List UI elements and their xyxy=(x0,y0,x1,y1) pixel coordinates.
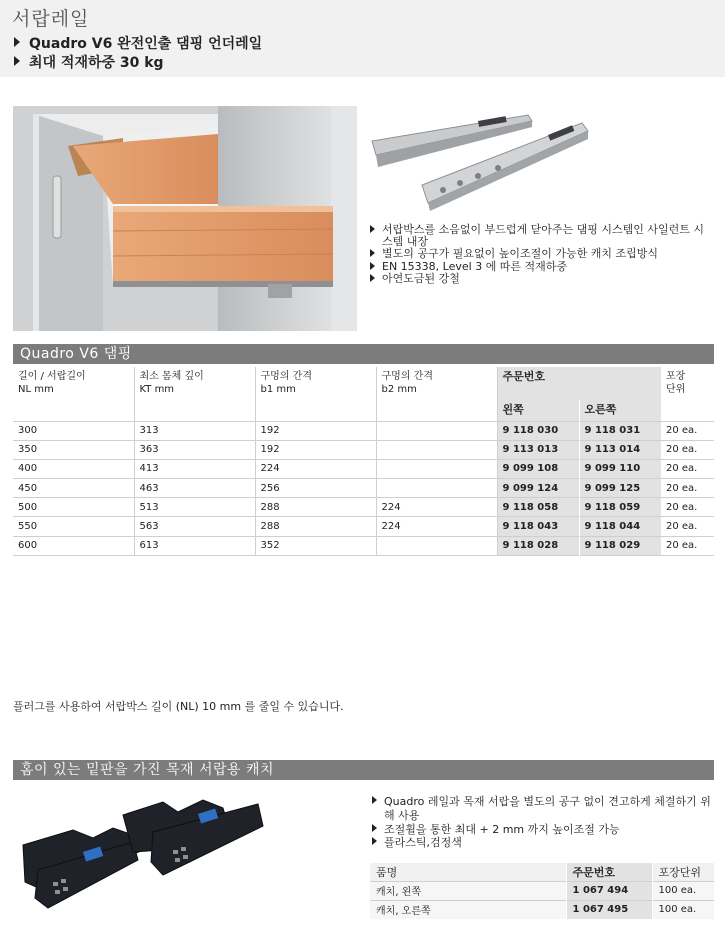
cell-kt: 363 xyxy=(134,440,255,459)
cell-kt: 613 xyxy=(134,536,255,555)
catch-product-image xyxy=(13,790,273,915)
cell-b1: 288 xyxy=(255,517,376,536)
bullet-arrow-icon xyxy=(370,249,375,257)
cell-b1: 288 xyxy=(255,498,376,517)
cell-kt: 463 xyxy=(134,479,255,498)
cell-order-left: 9 118 028 xyxy=(497,536,579,555)
table-row xyxy=(13,440,714,459)
cell-kt: 413 xyxy=(134,459,255,478)
cell-nl: 400 xyxy=(13,459,134,478)
bullet-arrow-icon xyxy=(372,796,377,804)
cell-order-right: 9 118 031 xyxy=(579,421,661,440)
cell-order-right: 9 099 110 xyxy=(579,459,661,478)
feature-item: 아연도금된 강철 xyxy=(368,273,713,285)
cell-name: 캐치, 왼쪽 xyxy=(370,882,566,901)
cell-b2 xyxy=(376,440,497,459)
cell-b1: 256 xyxy=(255,479,376,498)
cell-order-right: 9 118 029 xyxy=(579,536,661,555)
table-row xyxy=(13,421,714,440)
cell-order-left: 9 118 030 xyxy=(497,421,579,440)
cell-order-right: 9 118 059 xyxy=(579,498,661,517)
cell-nl: 300 xyxy=(13,421,134,440)
cell-order-left: 9 118 058 xyxy=(497,498,579,517)
column-header-right: 오른쪽 xyxy=(579,400,661,421)
table-row xyxy=(13,517,714,536)
section-title-catch: 홈이 있는 밑판을 가진 목재 서랍용 캐치 xyxy=(13,760,714,780)
cell-b2 xyxy=(376,421,497,440)
subtitle-product: Quadro V6 완전인출 댐핑 언더레일 xyxy=(14,33,262,53)
bullet-arrow-icon xyxy=(372,837,377,845)
cell-unit: 100 ea. xyxy=(652,900,714,919)
column-header-name: 품명 xyxy=(370,863,566,882)
cell-b2: 224 xyxy=(376,498,497,517)
cell-b2: 224 xyxy=(376,517,497,536)
page-header xyxy=(0,0,725,77)
feature-item: 조절휠을 통한 최대 + 2 mm 까지 높이조절 가능 xyxy=(370,823,715,837)
cell-unit: 20 ea. xyxy=(666,444,698,456)
rail-product-image xyxy=(368,107,590,211)
bullet-arrow-icon xyxy=(370,274,375,282)
cell-order: 1 067 494 xyxy=(566,882,652,901)
cell-nl: 450 xyxy=(13,479,134,498)
cell-unit: 20 ea. xyxy=(666,521,698,533)
cell-kt: 313 xyxy=(134,421,255,440)
cell-unit: 20 ea. xyxy=(666,540,698,552)
bullet-arrow-icon xyxy=(14,56,20,66)
bullet-arrow-icon xyxy=(14,37,20,47)
column-header-order: 주문번호 xyxy=(497,367,661,400)
cell-order-left: 9 113 013 xyxy=(497,440,579,459)
cell-unit: 20 ea. xyxy=(666,425,698,437)
bullet-arrow-icon xyxy=(372,824,377,832)
catch-feature-list xyxy=(370,795,715,850)
cell-name: 캐치, 오른쪽 xyxy=(370,900,566,919)
column-header-b2: 구멍의 간격 b2 mm xyxy=(376,367,497,421)
column-header-order: 주문번호 xyxy=(566,863,652,882)
cell-order-left: 9 099 108 xyxy=(497,459,579,478)
cell-nl: 550 xyxy=(13,517,134,536)
table-row xyxy=(13,479,714,498)
feature-item: EN 15338, Level 3 에 따른 적재하중 xyxy=(368,261,713,273)
cell-unit: 20 ea. xyxy=(666,482,698,494)
length-note: 플러그를 사용하여 서랍박스 길이 (NL) 10 mm 를 줄일 수 있습니다. xyxy=(13,700,344,713)
cell-order-left: 9 118 043 xyxy=(497,517,579,536)
feature-item: 별도의 공구가 필요없이 높이조절이 가능한 캐치 조립방식 xyxy=(368,248,713,260)
section-title-quadro: Quadro V6 댐핑 xyxy=(13,344,714,364)
subtitle-load: 최대 적재하중 30 kg xyxy=(14,52,164,72)
cell-nl: 350 xyxy=(13,440,134,459)
catch-table xyxy=(370,863,714,919)
cell-b2 xyxy=(376,459,497,478)
feature-item: 서랍박스를 소음없이 부드럽게 닫아주는 댐핑 시스템인 사일런트 시스템 내장 xyxy=(368,224,713,248)
cell-order-right: 9 118 044 xyxy=(579,517,661,536)
cell-b1: 352 xyxy=(255,536,376,555)
cell-order-right: 9 113 014 xyxy=(579,440,661,459)
column-header-nl: 길이 / 서랍길이 NL mm xyxy=(13,367,134,421)
table-row xyxy=(370,882,714,901)
cell-b2 xyxy=(376,479,497,498)
page-title: 서랍레일 xyxy=(12,8,90,30)
column-header-left: 왼쪽 xyxy=(497,400,579,421)
cell-unit: 100 ea. xyxy=(652,882,714,901)
cell-nl: 600 xyxy=(13,536,134,555)
cell-kt: 513 xyxy=(134,498,255,517)
column-header-unit: 포장단위 xyxy=(652,863,714,882)
feature-list xyxy=(368,224,713,285)
cell-unit: 20 ea. xyxy=(666,501,698,513)
cell-order: 1 067 495 xyxy=(566,900,652,919)
cell-order-left: 9 099 124 xyxy=(497,479,579,498)
cell-b1: 192 xyxy=(255,440,376,459)
cell-b2 xyxy=(376,536,497,555)
cell-nl: 500 xyxy=(13,498,134,517)
cell-unit: 20 ea. xyxy=(666,463,698,475)
column-header-kt: 최소 몸체 깊이 KT mm xyxy=(134,367,255,421)
feature-item: Quadro 레일과 목재 서랍을 별도의 공구 없이 견고하게 체결하기 위해 사용 xyxy=(370,795,715,823)
column-header-unit: 포장 단위 xyxy=(666,371,686,395)
table-row xyxy=(13,536,714,555)
cell-order-right: 9 099 125 xyxy=(579,479,661,498)
cell-kt: 563 xyxy=(134,517,255,536)
cell-b1: 224 xyxy=(255,459,376,478)
bullet-arrow-icon xyxy=(370,225,375,233)
bullet-arrow-icon xyxy=(370,262,375,270)
table-row xyxy=(13,498,714,517)
table-row xyxy=(13,459,714,478)
cell-b1: 192 xyxy=(255,421,376,440)
column-header-b1: 구멍의 간격 b1 mm xyxy=(255,367,376,421)
drawer-product-image xyxy=(13,106,357,331)
feature-item: 플라스틱,검정색 xyxy=(370,836,715,850)
spec-table xyxy=(13,367,714,556)
table-row xyxy=(370,900,714,919)
